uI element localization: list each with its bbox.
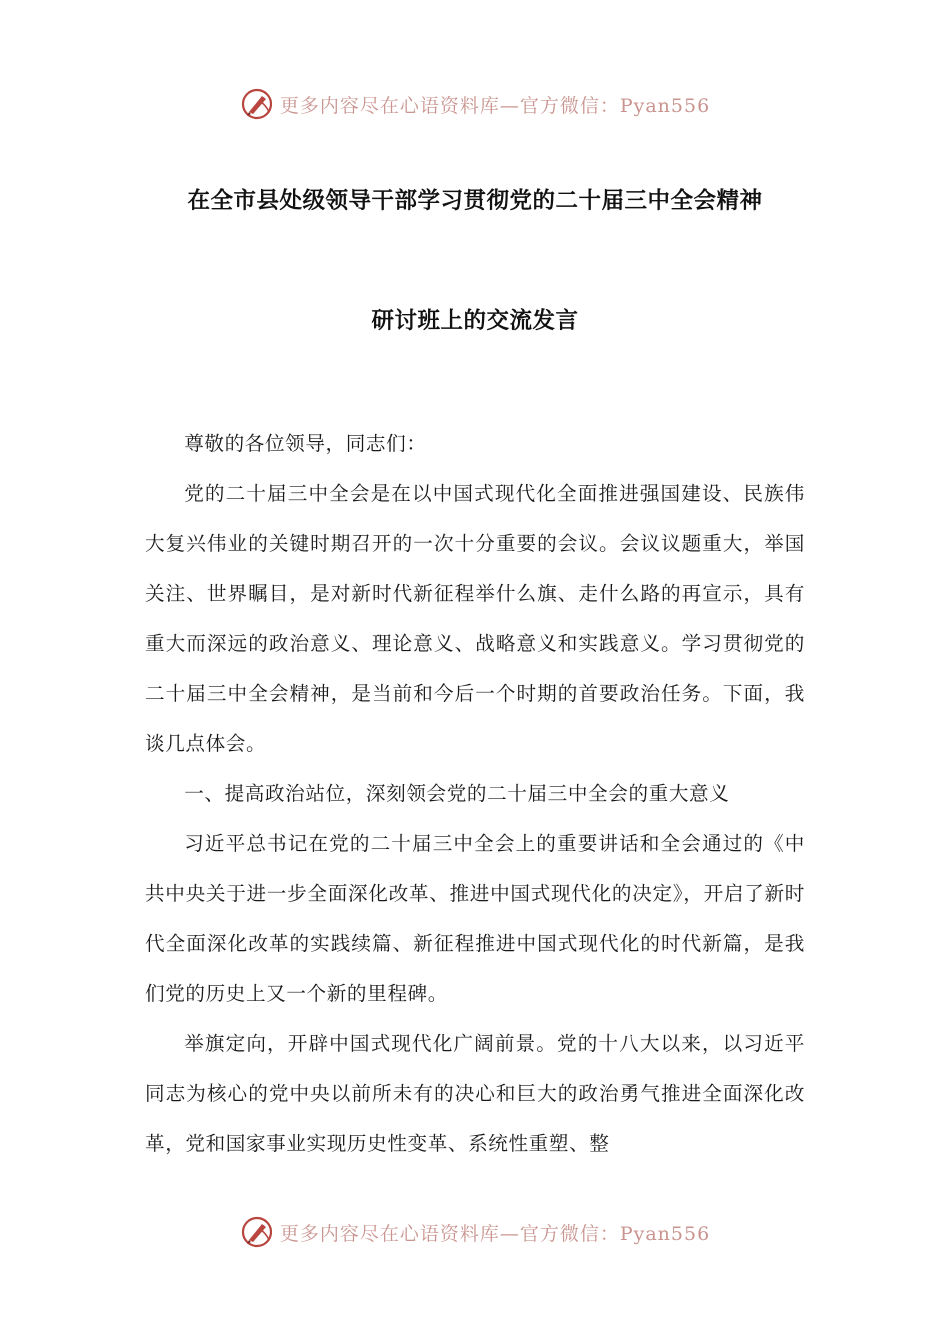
section-heading: 一、提高政治站位，深刻领会党的二十届三中全会的重大意义 (184, 782, 730, 805)
salutation: 尊敬的各位领导，同志们： (184, 432, 427, 455)
document-body (145, 419, 805, 1169)
banner-text: 更多内容尽在心语资料库—官方微信：Pyan556 (279, 94, 711, 117)
pen-logo-icon (240, 1215, 274, 1249)
paragraph: 习近平总书记在党的二十届三中全会上的重要讲话和全会通过的《中共中央关于进一步全面深化改革、推进中国式现代化的决定》，开启了新时代全面深化改革的实践续篇、新征程推进中国式现代化的时代新篇，是我们党的历史上又一个新的里程碑。 (145, 832, 805, 1005)
page-title-line-1: 在全市县处级领导干部学习贯彻党的二十届三中全会精神 (187, 188, 763, 214)
paragraph: 举旗定向，开辟中国式现代化广阔前景。党的十八大以来，以习近平同志为核心的党中央以前所未有的决心和巨大的政治勇气推进全面深化改革，党和国家事业实现历史性变革、系统性重塑、整 (145, 1032, 805, 1155)
page-title-line-2: 研讨班上的交流发言 (371, 308, 579, 334)
pen-logo-icon (240, 87, 274, 121)
paragraph: 党的二十届三中全会是在以中国式现代化全面推进强国建设、民族伟大复兴伟业的关键时期召开的一次十分重要的会议。会议议题重大，举国关注、世界瞩目，是对新时代新征程举什么旗、走什么路的再宣示，具有重大而深远的政治意义、理论意义、战略意义和实践意义。学习贯彻党的二十届三中全会精神，是当前和今后一个时期的首要政治任务。下面，我谈几点体会。 (145, 482, 805, 755)
footer-banner (0, 1212, 950, 1252)
banner-text: 更多内容尽在心语资料库—官方微信：Pyan556 (279, 1222, 711, 1245)
header-banner (0, 84, 950, 124)
